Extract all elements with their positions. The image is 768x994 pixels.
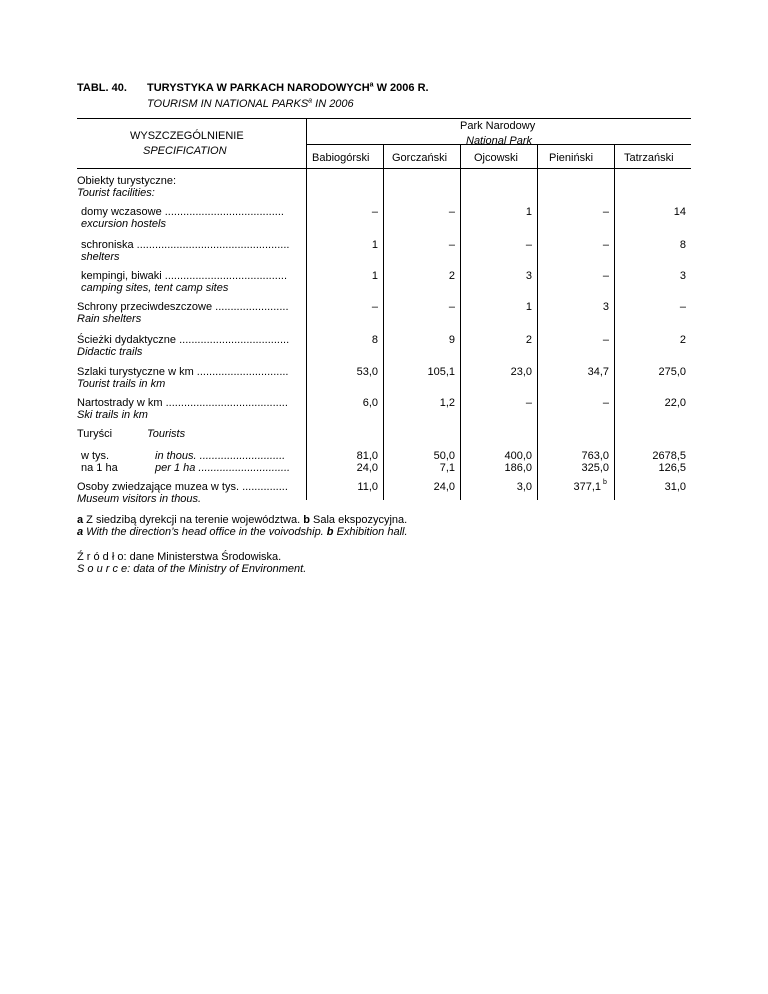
table-cell: –	[602, 206, 609, 218]
table-title-en: TOURISM IN NATIONAL PARKS$^a$ IN 2006	[147, 97, 354, 110]
table-cell: 763,0	[581, 450, 609, 462]
row-label-pl: na 1 ha	[81, 462, 118, 474]
row-label-pl: Nartostrady w km ........................................	[77, 397, 288, 409]
group-header-en: National Park	[466, 135, 533, 147]
row-label-pl: Ścieżki dydaktyczne ....................................	[77, 334, 290, 346]
table-cell: 8	[679, 239, 686, 251]
col-header-ojcowski: Ojcowski	[474, 152, 519, 164]
table-cell: 275,0	[658, 366, 686, 378]
col-header-babiogorski: Babiogórski	[312, 152, 370, 164]
row-label-pl: Szlaki turystyczne w km ..............................	[77, 366, 289, 378]
table-cell: –	[602, 239, 609, 251]
table-cell: 3	[602, 301, 609, 313]
footnote-pl: a Z siedzibą dyrekcji na terenie województwa. b Sala ekspozycyjna.	[77, 514, 408, 526]
col-rule-3	[537, 144, 538, 500]
table-cell: 105,1	[427, 366, 455, 378]
col-rule-4	[614, 144, 615, 500]
row-label-en: excursion hostels	[81, 218, 166, 230]
table-cell: 50,0	[433, 450, 455, 462]
table-cell: –	[525, 239, 532, 251]
table-cell: 400,0	[504, 450, 532, 462]
table-cell: 325,0	[581, 462, 609, 474]
table-cell: 186,0	[504, 462, 532, 474]
row-label-pl: Osoby zwiedzające muzea w tys. ...............	[77, 481, 288, 493]
spec-column-rule	[306, 118, 307, 500]
table-cell: 7,1	[439, 462, 455, 474]
table-cell: 22,0	[664, 397, 686, 409]
table-cell: –	[602, 397, 609, 409]
table-cell: –	[525, 397, 532, 409]
col-header-gorczanski: Gorczański	[392, 152, 448, 164]
header-bottom-rule	[77, 168, 691, 169]
table-cell: 24,0	[433, 481, 455, 493]
spec-header-pl: WYSZCZEGÓLNIENIE	[130, 130, 244, 142]
table-cell: 31,0	[664, 481, 686, 493]
group-header-pl: Park Narodowy	[460, 120, 536, 132]
table-top-rule	[77, 118, 691, 119]
table-cell: 2	[525, 334, 532, 346]
spec-header-en: SPECIFICATION	[143, 145, 227, 157]
table-cell: –	[448, 301, 455, 313]
source-en: S o u r c e: data of the Ministry of Environment.	[77, 563, 307, 575]
table-cell: 1	[525, 301, 532, 313]
footnote-marker: b	[603, 479, 607, 486]
table-cell: 53,0	[356, 366, 378, 378]
row-label-en: Rain shelters	[77, 313, 142, 325]
table-cell: 34,7	[587, 366, 609, 378]
col-rule-2	[460, 144, 461, 500]
table-cell: –	[679, 301, 686, 313]
facilities-heading-pl: Obiekty turystyczne:	[77, 175, 177, 187]
table-cell: 11,0	[357, 481, 378, 493]
table-cell: 2	[448, 270, 455, 282]
col-header-pieninski: Pieniński	[549, 152, 594, 164]
table-label: TABL. 40.	[77, 82, 127, 94]
table-cell: 3	[525, 270, 532, 282]
table-cell: –	[448, 206, 455, 218]
row-label-en: Ski trails in km	[77, 409, 148, 421]
row-label-en: Museum visitors in thous.	[77, 493, 202, 505]
col-rule-1	[383, 144, 384, 500]
table-cell: 23,0	[510, 366, 532, 378]
table-cell: 14	[673, 206, 686, 218]
tourists-heading-pl: Turyści	[77, 428, 113, 440]
facilities-heading-en: Tourist facilities:	[77, 187, 155, 199]
table-cell: 3,0	[516, 481, 532, 493]
table-cell: 377,1	[573, 481, 601, 493]
table-cell: 3	[679, 270, 686, 282]
table-cell: –	[371, 206, 378, 218]
table-cell: 8	[371, 334, 378, 346]
source-pl: Ź r ó d ł o: dane Ministerstwa Środowiska.	[77, 551, 282, 563]
row-label-pl: schroniska ..................................................	[81, 239, 290, 251]
table-title-pl: TURYSTYKA W PARKACH NARODOWYCH$^a$ W 2006 R.	[147, 81, 429, 94]
row-label-pl: domy wczasowe .......................................	[81, 206, 284, 218]
table-cell: 9	[448, 334, 455, 346]
table-cell: –	[602, 270, 609, 282]
footnote-en: a With the direction’s head office in the voivodship. b Exhibition hall.	[77, 526, 408, 538]
row-label-en: Didactic trails	[77, 346, 143, 358]
table-cell: 24,0	[356, 462, 378, 474]
table-cell: 81,0	[356, 450, 378, 462]
row-label-pl: Schrony przeciwdeszczowe ........................	[77, 301, 289, 313]
table-cell: 2678,5	[652, 450, 686, 462]
table-cell: 6,0	[362, 397, 378, 409]
col-header-tatrzanski: Tatrzański	[624, 152, 674, 164]
table-cell: –	[602, 334, 609, 346]
row-label-pl: w tys.	[81, 450, 110, 462]
row-label-en: shelters	[81, 251, 120, 263]
row-label-en: Tourist trails in km	[77, 378, 166, 390]
row-label-en: camping sites, tent camp sites	[81, 282, 229, 294]
row-label-en: per 1 ha ..............................	[155, 462, 291, 474]
table-cell: 2	[679, 334, 686, 346]
table-cell: 126,5	[658, 462, 686, 474]
table-cell: –	[448, 239, 455, 251]
row-label-en: in thous. ............................	[155, 450, 286, 462]
table-cell: –	[371, 301, 378, 313]
tourists-heading-en: Tourists	[147, 428, 186, 440]
table-cell: 1	[371, 239, 378, 251]
table-cell: 1	[371, 270, 378, 282]
table-cell: 1,2	[439, 397, 455, 409]
table-cell: 1	[525, 206, 532, 218]
row-label-pl: kempingi, biwaki ........................................	[81, 270, 288, 282]
